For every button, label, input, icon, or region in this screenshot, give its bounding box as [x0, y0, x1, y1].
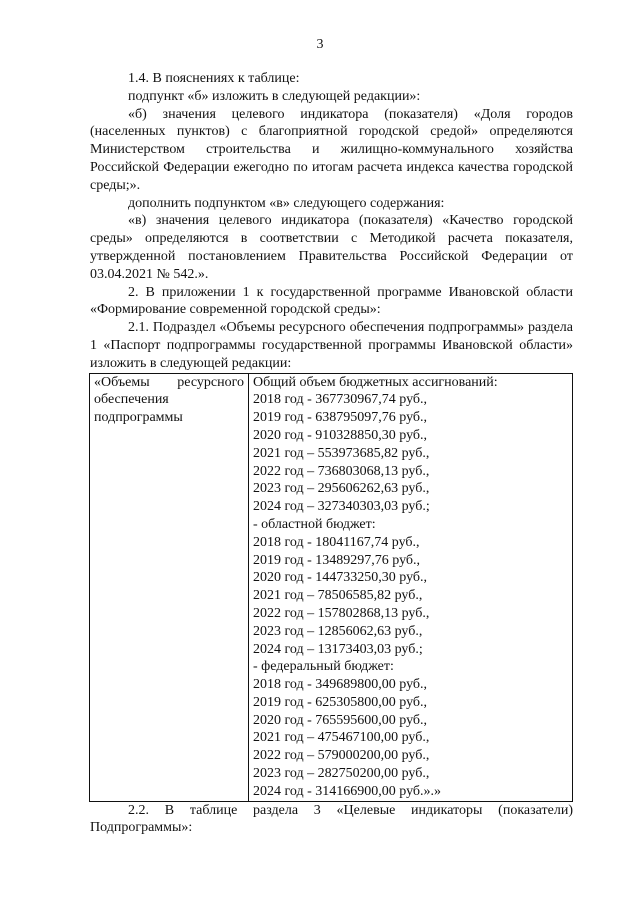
- table-line: 2020 год - 144733250,30 руб.,: [253, 570, 428, 586]
- table-line: 2018 год - 349689800,00 руб.,: [253, 677, 428, 693]
- table-line: 2021 год – 78506585,82 руб.,: [253, 588, 423, 604]
- table-line: 2018 год - 18041167,74 руб.,: [253, 534, 420, 550]
- resource-table: [89, 373, 573, 802]
- table-line: 2022 год – 157802868,13 руб.,: [253, 605, 430, 621]
- table-line: 2019 год - 625305800,00 руб.,: [253, 694, 428, 710]
- page-number: 3: [316, 37, 324, 52]
- table-line: Общий объем бюджетных ассигнований:: [253, 374, 498, 390]
- table-line: 2019 год - 13489297,76 руб.,: [253, 552, 421, 568]
- table-line: 2023 год – 295606262,63 руб.,: [253, 481, 430, 497]
- table-line: 2022 год – 579000200,00 руб.,: [253, 748, 430, 764]
- table-line: 2020 год - 765595600,00 руб.,: [253, 712, 428, 728]
- table-line: 2022 год – 736803068,13 руб.,: [253, 463, 430, 479]
- table-line: - федеральный бюджет:: [253, 659, 394, 675]
- table-cell-values: [249, 373, 573, 801]
- paragraph: «б) значения целевого индикатора (показателя) «Доля городов (населенных пунктов) с благоприятной городской средой» определяются Министерством строительства и жилищно-коммунального хозяйства Российской Федерации ежегодно по итогам расчета индекса качества городской среды;».: [90, 106, 573, 193]
- table-line: 2019 год - 638795097,76 руб.,: [253, 410, 428, 426]
- table-line: - областной бюджет:: [253, 516, 376, 532]
- table-line: 2024 год – 327340303,03 руб.;: [253, 499, 430, 515]
- paragraph: «в) значения целевого индикатора (показателя) «Качество городской среды» определяются в соответствии с Методикой расчета показателя, утвержденной постановлением Правительства Российской Федерации от 03.04.2021 № 542.».: [90, 213, 573, 282]
- paragraph: 2. В приложении 1 к государственной программе Ивановской области «Формирование современной городской среды»:: [90, 284, 573, 318]
- table-row: [90, 373, 573, 801]
- paragraph: 1.4. В пояснениях к таблице:: [128, 71, 300, 86]
- document-body: [90, 70, 573, 837]
- table-line: 2024 год - 314166900,00 руб.».»: [253, 783, 442, 799]
- table-line: 2020 год - 910328850,30 руб.,: [253, 427, 428, 443]
- paragraph: 2.1. Подраздел «Объемы ресурсного обеспечения подпрограммы» раздела 1 «Паспорт подпрограммы государственной программы Ивановской области» изложить в следующей редакции:: [90, 320, 573, 371]
- table-line: 2021 год – 553973685,82 руб.,: [253, 445, 430, 461]
- table-line: 2023 год – 282750200,00 руб.,: [253, 766, 430, 782]
- paragraph: дополнить подпунктом «в» следующего содержания:: [128, 195, 445, 211]
- table-line: 2018 год - 367730967,74 руб.,: [253, 392, 428, 408]
- table-line: 2024 год – 13173403,03 руб.;: [253, 641, 423, 657]
- table-line: 2023 год – 12856062,63 руб.,: [253, 623, 423, 639]
- paragraph: подпункт «б» изложить в следующей редакции»:: [128, 88, 421, 104]
- table-cell-label: «Объемы ресурсного обеспечения подпрограммы: [90, 373, 249, 801]
- paragraph: 2.2. В таблице раздела 3 «Целевые индикаторы (показатели) Подпрограммы»:: [90, 802, 573, 836]
- table-line: 2021 год – 475467100,00 руб.,: [253, 730, 430, 746]
